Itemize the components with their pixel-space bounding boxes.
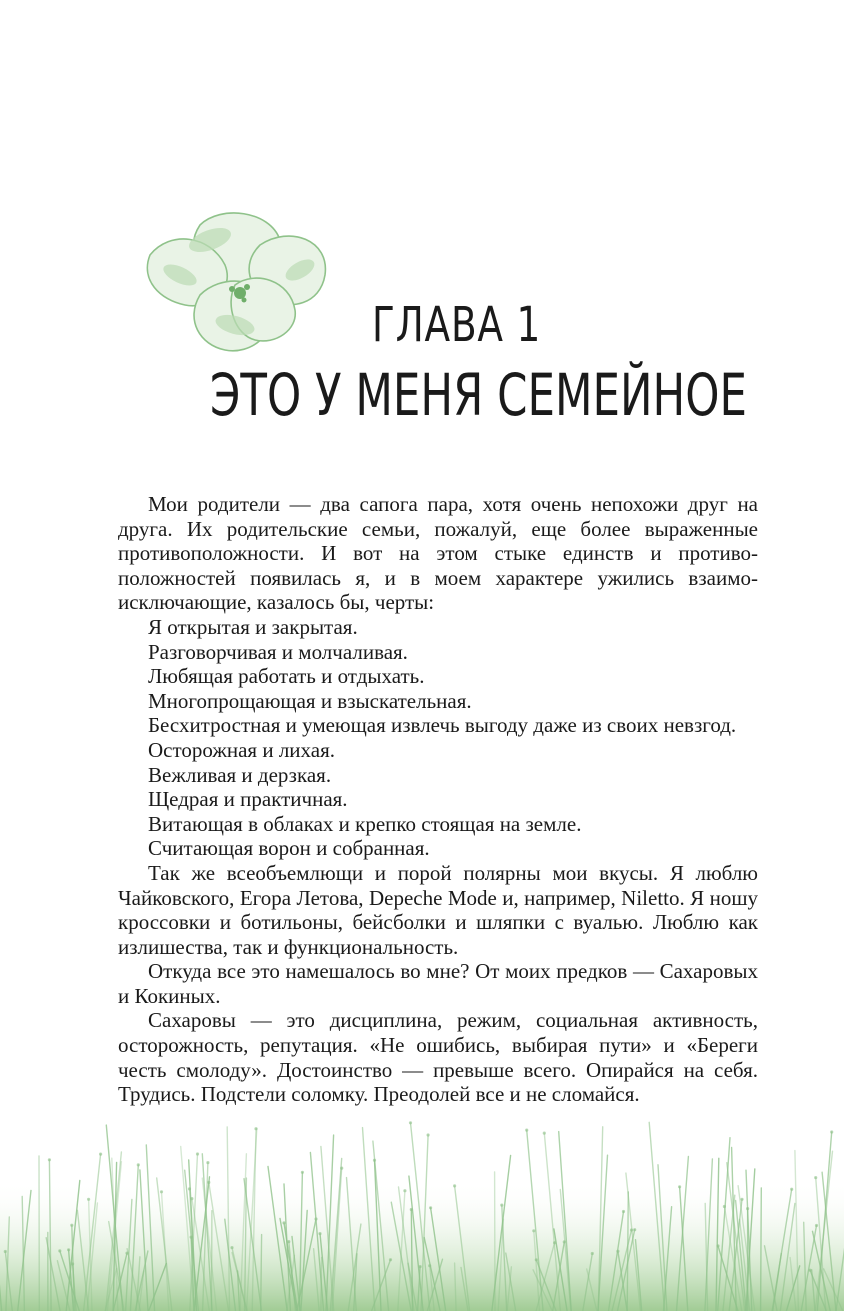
chapter-number: ГЛАВА 1 [372, 297, 542, 353]
paragraph: Я открытая и закрытая. [148, 614, 358, 639]
paragraph: Мои родители — два сапога пара, хотя очень непохожи друг на друга. Их родительские семьи, пожалуй, еще более выраженные противоположности. И вот на этом стыке единств и противоположностей появилась я, и в моем характере ужились взаимоисключающие, казалось бы, черты: [118, 492, 758, 615]
chapter-title: ЭТО У МЕНЯ СЕМЕЙНОЕ [210, 361, 747, 429]
paragraph: Осторожная и лихая. [148, 737, 336, 762]
paragraph: Щедрая и практичная. [148, 787, 348, 812]
paragraph: Откуда все это намешалось во мне? От моих предков — Сахаровых и Кокиных. [118, 959, 758, 1008]
flower-illustration [140, 205, 340, 365]
paragraph: Так же всеобъемлющи и порой полярны мои вкусы. Я люблю Чайковского, Егора Летова, Depeche Mode и, например, Niletto. Я ношу кроссовки и ботильоны, бейсболки и шляпки с вуалью. Люблю как излишества, так и функциональность. [118, 860, 758, 959]
paragraph: Разговорчивая и молчаливая. [148, 639, 408, 664]
paragraph: Вежливая и дерзкая. [148, 762, 332, 787]
body-text [118, 492, 758, 1107]
grass-illustration [0, 1120, 844, 1311]
paragraph: Витающая в облаках и крепко стоящая на земле. [148, 811, 582, 836]
paragraph: Многопрощающая и взыскательная. [148, 688, 472, 713]
paragraph: Считающая ворон и собранная. [148, 836, 430, 861]
paragraph: Сахаровы — это дисциплина, режим, социальная активность, осторожность, репутация. «Не ошибись, выбирая пути» и «Береги честь смолоду». Достоинство — превыше всего. Опирайся на себя. Трудись. Подстели соломку. Преодолей все и не сломайся. [118, 1008, 758, 1107]
paragraph: Бесхитростная и умеющая извлечь выгоду даже из своих невзгод. [148, 713, 737, 738]
paragraph: Любящая работать и отдыхать. [148, 664, 425, 689]
